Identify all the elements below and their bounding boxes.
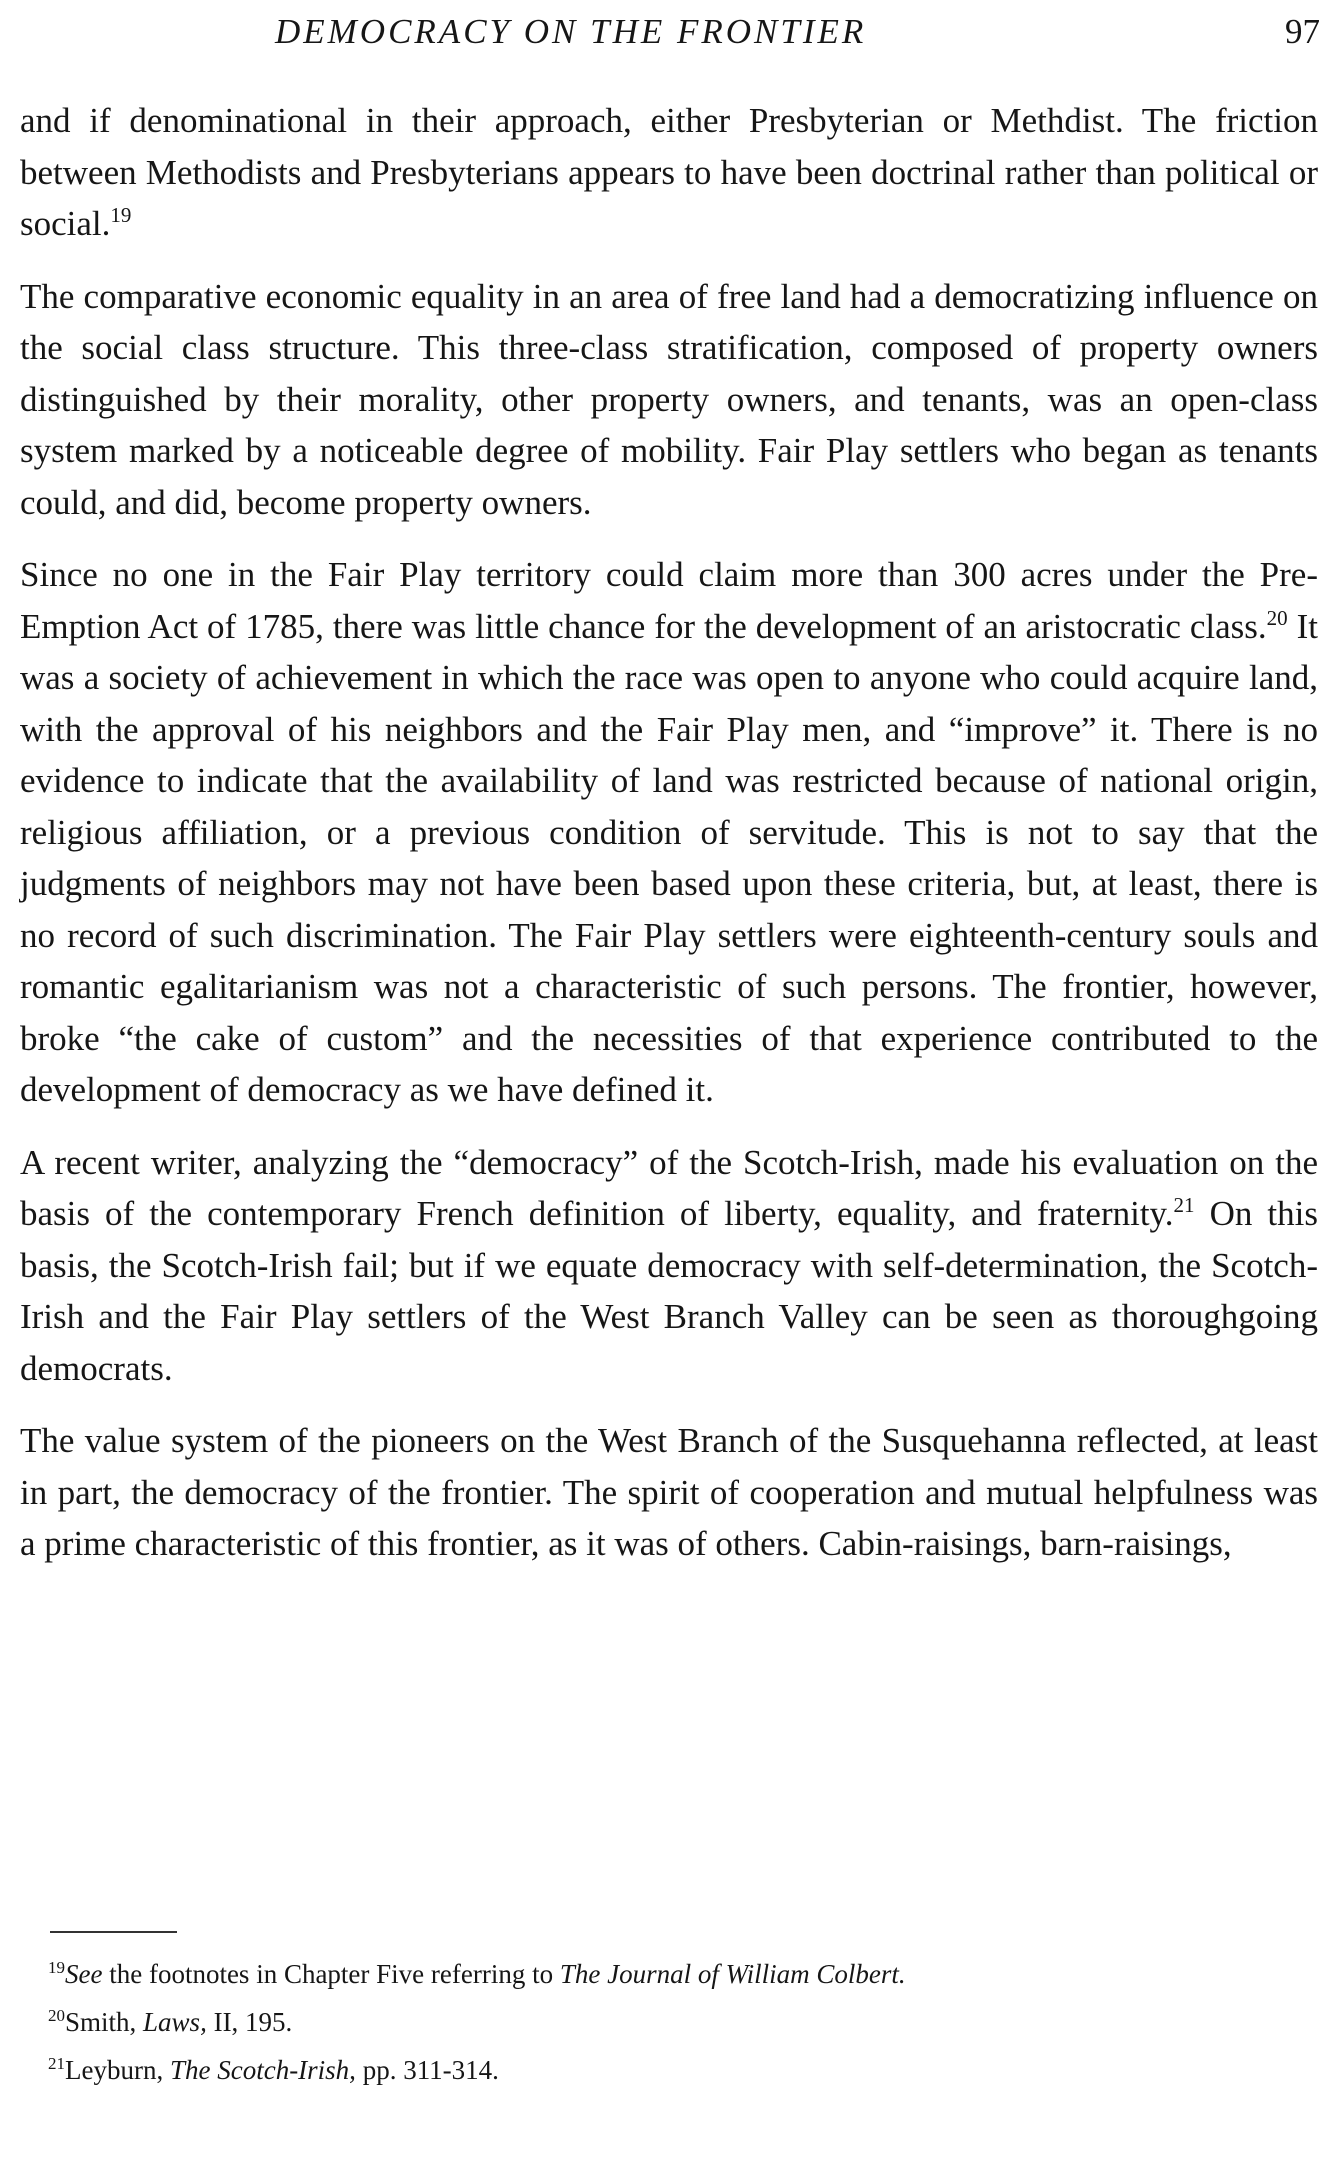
italic-text: See: [65, 1959, 103, 1989]
italic-text: Laws,: [143, 2007, 207, 2037]
text-run: A recent writer, analyzing the “democracy” of the Scotch-Irish, made his evaluation on the basis of the contemporary French definition of liberty, equality, and fraternity.: [20, 1142, 1318, 1233]
footnote-divider: [50, 1931, 177, 1933]
paragraph-4: [20, 1137, 1318, 1395]
footnote-marker: 20: [48, 2006, 65, 2025]
italic-text: The Journal of William Colbert.: [559, 1959, 906, 1989]
footnote-marker: 21: [48, 2054, 65, 2073]
text-run: pp. 311-314.: [355, 2055, 499, 2085]
page-number: 97: [1285, 12, 1320, 51]
footnote-marker: 20: [1266, 605, 1288, 630]
footnote-21: [20, 2051, 1318, 2089]
text-run: II, 195.: [206, 2007, 293, 2037]
text-run: The value system of the pioneers on the West Branch of the Susquehanna reflected, at least in part, the democracy of the frontier. The spirit of cooperation and mutual helpfulness was a prime characteristic of this frontier, as it was of others. Cabin-raisings, barn-raisings,: [20, 1421, 1318, 1563]
text-run: Smith,: [65, 2007, 144, 2037]
footnote-marker: 19: [110, 203, 132, 227]
paragraph-2: [20, 271, 1318, 529]
running-head: [20, 8, 1320, 56]
text-run: the footnotes in Chapter Five referring to: [102, 1959, 560, 1989]
body-text: [20, 95, 1318, 1591]
footnote-19: [20, 1955, 1318, 1993]
text-run: It was a society of achievement in which the race was open to anyone who could acquire land, with the approval of his neighbors and the Fair Play men, and “improve” it. There is no evidence to indicate that the availability of land was restricted because of national origin, religious affiliation, or a previous condition of servitude. This is not to say that the judgments of neighbors may not have been based upon these criteria, but, at least, there is no record of such discrimination. The Fair Play settlers were eighteenth-century souls and romantic egalitarianism was not a characteristic of such persons. The frontier, however, broke “the cake of custom” and the necessities of that experience contributed to the development of democracy as we have defined it.: [20, 606, 1318, 1109]
running-title: DEMOCRACY ON THE FRONTIER: [275, 12, 867, 51]
text-run: and if denominational in their approach, either Presbyterian or Methdist. The friction between Methodists and Presbyterians appears to have been doctrinal rather than political or social.: [20, 101, 1318, 243]
footnote-marker: 21: [1173, 1193, 1195, 1217]
text-run: Since no one in the Fair Play territory could claim more than 300 acres under the Pre-Emption Act of 1785, there was little chance for the development of an aristocratic class.: [20, 555, 1318, 646]
paragraph-3: [20, 549, 1318, 1116]
paragraph-1: [20, 95, 1318, 250]
text-run: The comparative economic equality in an area of free land had a democratizing influence on the social class structure. This three-class stratification, composed of property owners distinguished by their morality, other property owners, and tenants, was an open-class system marked by a noticeable degree of mobility. Fair Play settlers who began as tenants could, and did, become property owners.: [20, 276, 1318, 522]
footnotes: [20, 1955, 1318, 2099]
footnote-marker: 19: [48, 1958, 65, 1977]
text-run: On this basis, the Scotch-Irish fail; but if we equate democracy with self-determination, the Scotch-Irish and the Fair Play settlers of the West Branch Valley can be seen as thoroughgoing democrats.: [20, 1194, 1318, 1388]
text-run: Leyburn,: [65, 2055, 170, 2085]
paragraph-5: [20, 1415, 1318, 1570]
footnote-20: [20, 2003, 1318, 2041]
italic-text: The Scotch-Irish,: [169, 2055, 356, 2085]
